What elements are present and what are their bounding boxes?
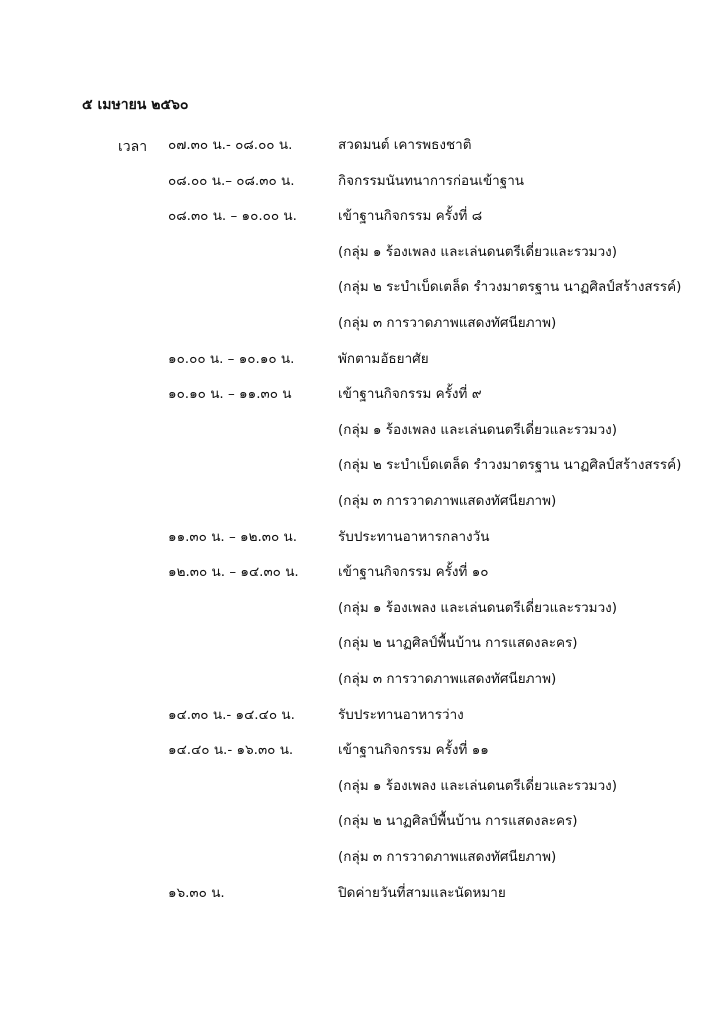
group-detail: (กลุ่ม ๒ ระบำเบ็ดเตล็ด รำวงมาตรฐาน นาฏศิลป์สร้างสรรค์) <box>338 457 682 474</box>
group-detail: (กลุ่ม ๑ ร้องเพลง และเล่นดนตรีเดี่ยวและรวมวง) <box>338 599 618 616</box>
schedule-activity: รับประทานอาหารกลางวัน <box>338 528 490 545</box>
schedule-time: ๑๔.๔๐ น.- ๑๖.๓๐ น. <box>168 742 294 759</box>
group-detail: (กลุ่ม ๒ นาฏศิลป์พื้นบ้าน การแสดงละคร) <box>338 813 578 830</box>
group-detail: (กลุ่ม ๓ การวาดภาพแสดงทัศนียภาพ) <box>338 671 557 687</box>
group-detail: (กลุ่ม ๓ การวาดภาพแสดงทัศนียภาพ) <box>338 849 557 865</box>
schedule-time: ๐๘.๓๐ น. – ๑๐.๐๐ น. <box>168 208 297 225</box>
group-detail: (กลุ่ม ๒ ระบำเบ็ดเตล็ด รำวงมาตรฐาน นาฏศิลป์สร้างสรรค์) <box>338 279 682 296</box>
schedule-activity: รับประทานอาหารว่าง <box>338 706 464 723</box>
schedule-row <box>0 526 720 550</box>
group-detail: (กลุ่ม ๓ การวาดภาพแสดงทัศนียภาพ) <box>338 493 557 509</box>
schedule-activity: กิจกรรมนันทนาการก่อนเข้าฐาน <box>338 172 525 189</box>
group-detail: (กลุ่ม ๑ ร้องเพลง และเล่นดนตรีเดี่ยวและรวมวง) <box>338 243 618 260</box>
schedule-activity: พักตามอัธยาศัย <box>338 350 429 367</box>
schedule-row <box>0 205 720 229</box>
schedule-subitem <box>0 241 720 265</box>
group-detail: (กลุ่ม ๑ ร้องเพลง และเล่นดนตรีเดี่ยวและรวมวง) <box>338 777 618 794</box>
group-detail: (กลุ่ม ๒ นาฏศิลป์พื้นบ้าน การแสดงละคร) <box>338 635 578 652</box>
schedule-activity: เข้าฐานกิจกรรม ครั้งที่ ๙ <box>338 386 482 403</box>
schedule-time: ๑๐.๐๐ น. – ๑๐.๑๐ น. <box>168 350 295 367</box>
schedule-row <box>0 704 720 728</box>
schedule-subitem <box>0 632 720 656</box>
schedule-row <box>0 383 720 407</box>
schedule-activity: เข้าฐานกิจกรรม ครั้งที่ ๑๑ <box>338 742 489 759</box>
schedule-time: ๑๖.๓๐ น. <box>168 884 225 901</box>
schedule-subitem <box>0 846 720 870</box>
schedule-activity: เข้าฐานกิจกรรม ครั้งที่ ๑๐ <box>338 564 489 581</box>
schedule-subitem <box>0 775 720 799</box>
schedule-time: ๑๔.๓๐ น.- ๑๔.๔๐ น. <box>168 706 295 723</box>
schedule-row <box>0 170 720 194</box>
schedule-time: ๑๐.๑๐ น. – ๑๑.๓๐ น <box>168 386 292 403</box>
schedule-time: ๑๑.๓๐ น. – ๑๒.๓๐ น. <box>168 528 298 545</box>
schedule-row <box>0 348 720 372</box>
schedule-subitem <box>0 276 720 300</box>
schedule-row <box>0 134 720 158</box>
schedule-time: ๐๗.๓๐ น.- ๐๘.๐๐ น. <box>168 137 293 153</box>
schedule-row <box>0 561 720 585</box>
schedule-subitem <box>0 597 720 621</box>
schedule-subitem <box>0 454 720 478</box>
schedule-activity: ปิดค่ายวันที่สามและนัดหมาย <box>338 884 506 901</box>
schedule-subitem <box>0 312 720 336</box>
group-detail: (กลุ่ม ๓ การวาดภาพแสดงทัศนียภาพ) <box>338 315 557 331</box>
schedule-date: ๕ เมษายน ๒๕๖๐ <box>82 97 189 113</box>
schedule-row <box>0 739 720 763</box>
schedule-subitem <box>0 419 720 443</box>
schedule-time: ๐๘.๐๐ น.– ๐๘.๓๐ น. <box>168 172 295 189</box>
schedule-activity: เข้าฐานกิจกรรม ครั้งที่ ๘ <box>338 208 483 225</box>
schedule-subitem <box>0 490 720 514</box>
time-label: เวลา <box>118 139 148 155</box>
group-detail: (กลุ่ม ๑ ร้องเพลง และเล่นดนตรีเดี่ยวและรวมวง) <box>338 421 618 438</box>
schedule-row <box>0 882 720 906</box>
schedule-time: ๑๒.๓๐ น. – ๑๔.๓๐ น. <box>168 564 299 581</box>
schedule-subitem <box>0 668 720 692</box>
schedule-activity: สวดมนต์ เคารพธงชาติ <box>338 137 472 153</box>
schedule-subitem <box>0 810 720 834</box>
